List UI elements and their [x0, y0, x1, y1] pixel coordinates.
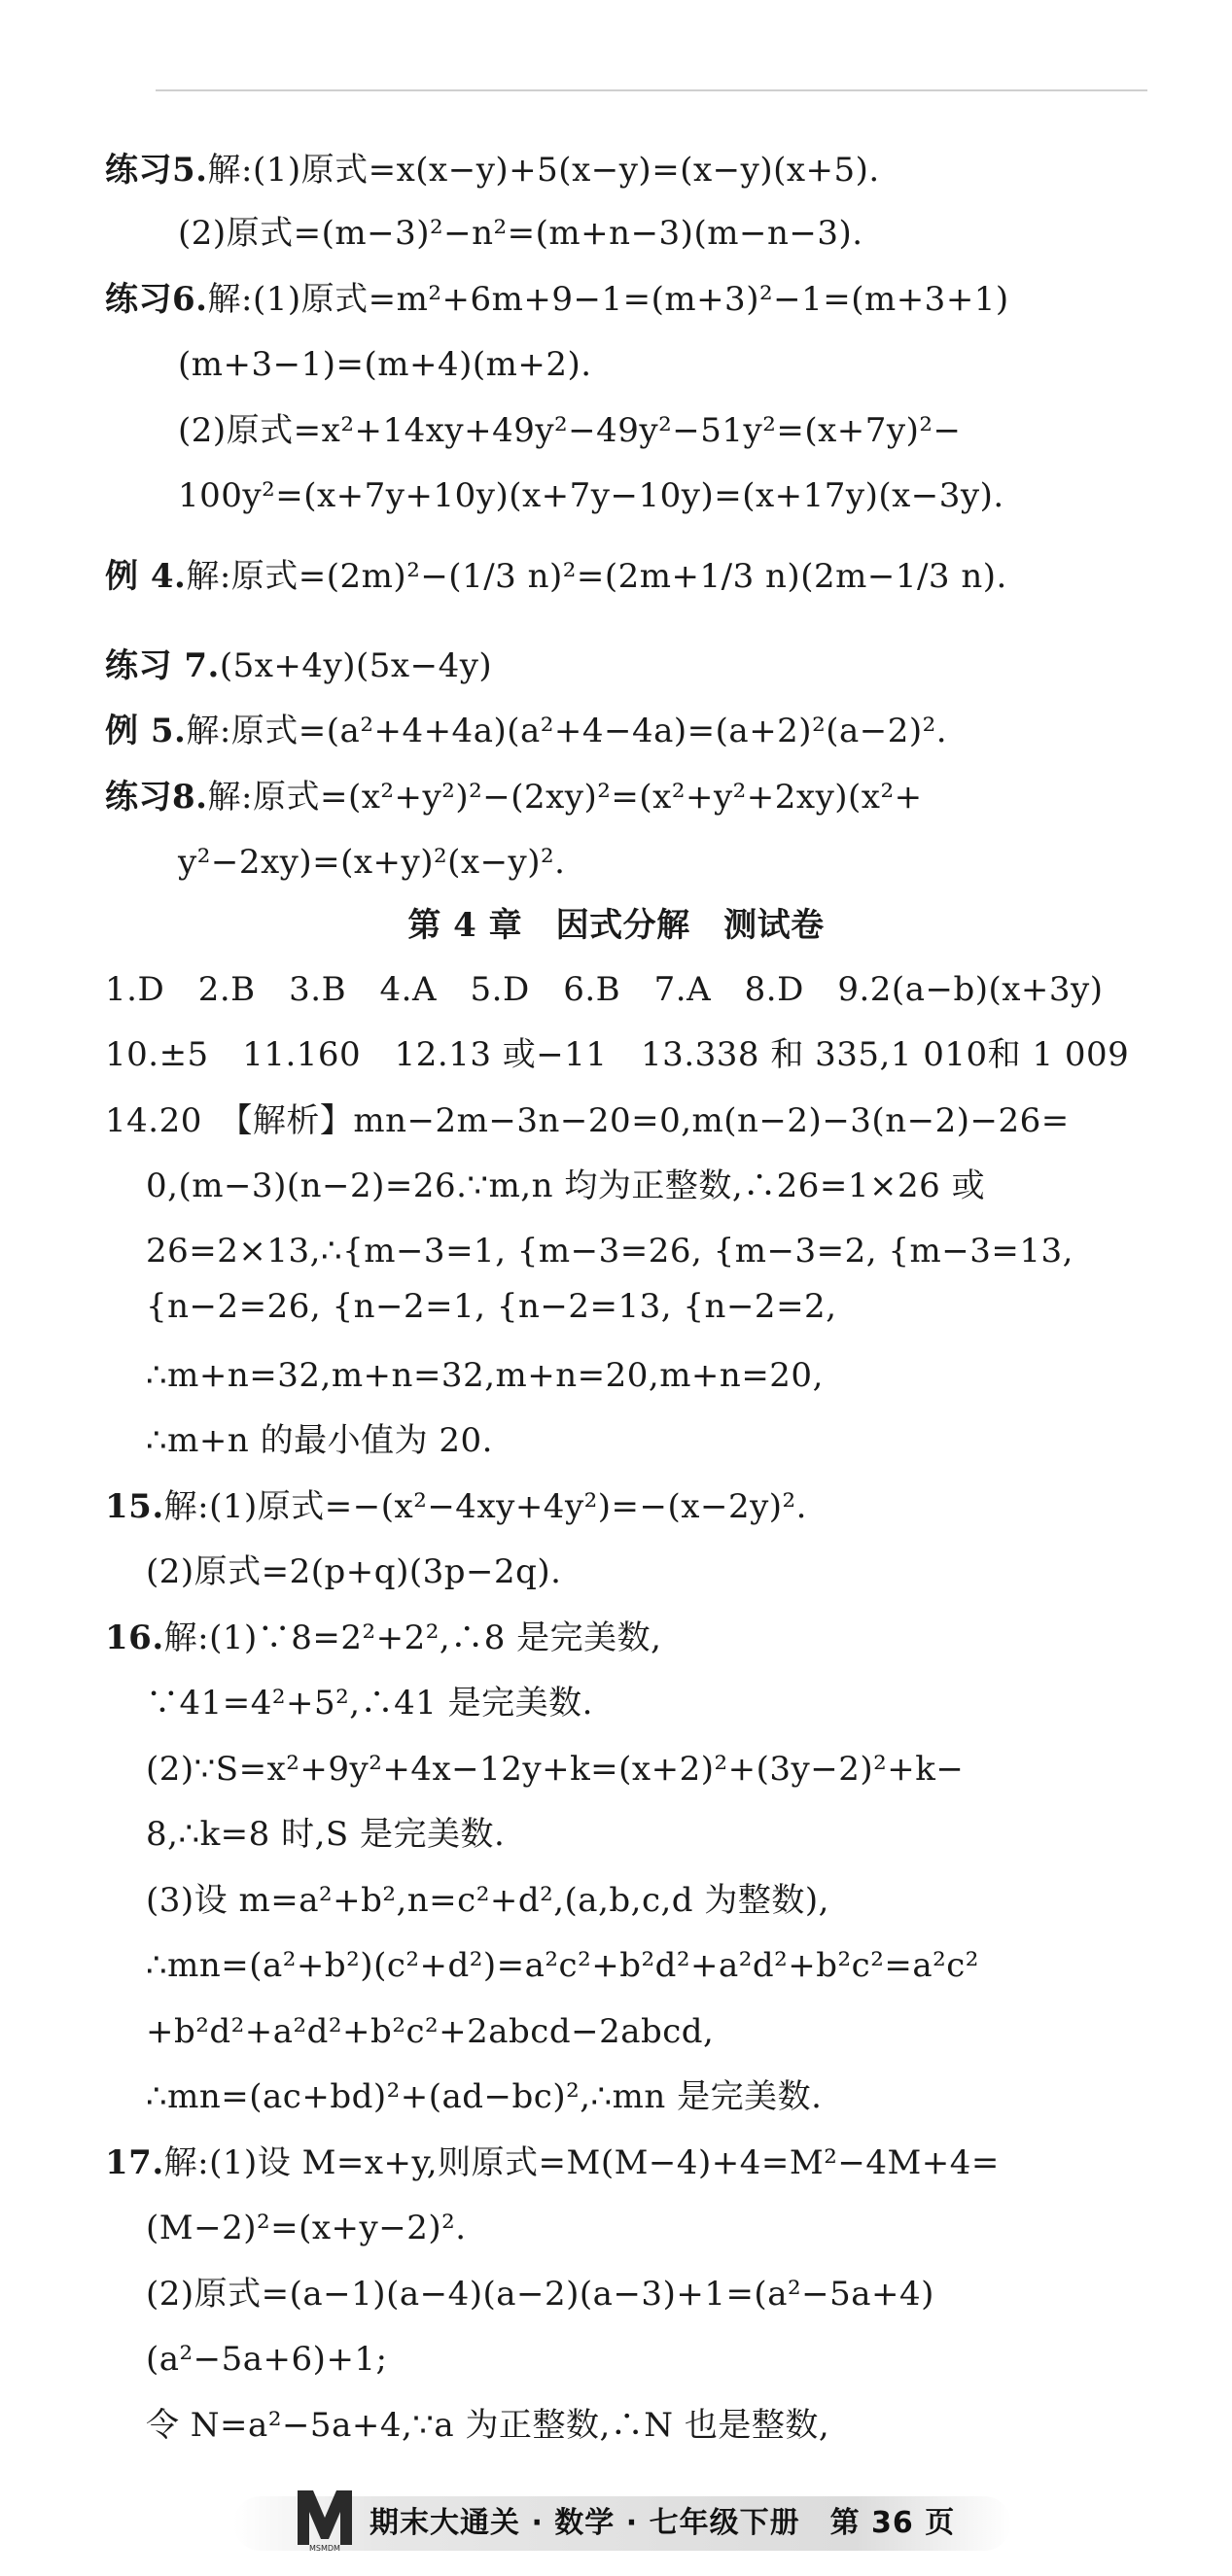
line-text: +b²d²+a²d²+b²c²+2abcd−2abcd, [146, 2012, 715, 2051]
text-line [0, 335, 1232, 394]
text-line [0, 1674, 1232, 1732]
line-text: ∴m+n=32,m+n=32,m+n=20,m+n=20, [146, 1356, 824, 1395]
text-line [0, 2265, 1232, 2323]
line-text: 26=2×13,∴{m−3=1, {m−3=26, {m−3=2, {m−3=13, [146, 1232, 1074, 1271]
text-line [0, 1157, 1232, 1215]
text-line [0, 2134, 1232, 2192]
text-line [0, 141, 1232, 199]
text-line [0, 1805, 1232, 1863]
text-line [0, 833, 1232, 891]
text-line [0, 1543, 1232, 1601]
line-text: (2)原式=2(p+q)(3p−2q). [146, 1552, 562, 1591]
line-text: 解:原式=(x²+y²)²−(2xy)²=(x²+y²+2xy)(x²+ [207, 778, 923, 817]
line-text: 解:(1)原式=m²+6m+9−1=(m+3)²−1=(m+3+1) [207, 280, 1009, 319]
line-text: 解:原式=(2m)²−(1/3 n)²=(2m+1/3 n)(2m−1/3 n). [186, 557, 1007, 596]
question-label: 练习5. [105, 151, 208, 190]
question-label: 练习 7. [105, 646, 220, 685]
text-line [0, 2199, 1232, 2257]
line-text: 100y²=(x+7y+10y)(x+7y−10y)=(x+17y)(x−3y). [178, 476, 1004, 515]
line-text: 8,∴k=8 时,S 是完美数. [146, 1815, 506, 1854]
line-text: (2)原式=(m−3)²−n²=(m+n−3)(m−n−3). [178, 214, 863, 253]
svg-text:MSMDM: MSMDM [309, 2544, 340, 2553]
text-line [0, 1026, 1232, 1084]
line-text: 第 4 章 因式分解 测试卷 [407, 906, 825, 945]
text-line [0, 270, 1232, 329]
text-line [0, 1277, 1232, 1336]
footer-page-info: 期末大通关 · 数学 · 七年级下册 第 36 页 [370, 2506, 956, 2540]
text-line [0, 1346, 1232, 1405]
text-line [0, 702, 1232, 760]
question-label: 17. [105, 2143, 164, 2182]
question-label: 练习8. [105, 778, 208, 817]
text-line [0, 1871, 1232, 1930]
question-label: 15. [105, 1487, 164, 1526]
line-text: (m+3−1)=(m+4)(m+2). [178, 345, 592, 384]
question-label: 例 5. [105, 712, 187, 750]
text-line [0, 2330, 1232, 2388]
top-divider [156, 89, 1147, 91]
text-line [0, 1936, 1232, 1995]
question-label: 16. [105, 1619, 164, 1657]
line-text: 解:原式=(a²+4+4a)(a²+4−4a)=(a+2)²(a−2)². [186, 712, 948, 750]
line-text: 解:(1)原式=−(x²−4xy+4y²)=−(x−2y)². [163, 1487, 807, 1526]
text-line [0, 401, 1232, 460]
question-label: 练习6. [105, 280, 208, 319]
line-text: ∴mn=(ac+bd)²+(ad−bc)²,∴mn 是完美数. [146, 2077, 823, 2116]
line-text: (a²−5a+6)+1; [146, 2340, 388, 2379]
question-label: 例 4. [105, 557, 187, 596]
text-line [0, 768, 1232, 826]
line-text: (2)原式=(a−1)(a−4)(a−2)(a−3)+1=(a²−5a+4) [146, 2275, 934, 2314]
text-line [0, 1222, 1232, 1280]
text-line [0, 2068, 1232, 2126]
line-text: 解:(1)∵8=2²+2²,∴8 是完美数, [163, 1619, 662, 1657]
publisher-logo-icon [292, 2481, 358, 2553]
text-line [0, 1740, 1232, 1798]
line-text: 0,(m−3)(n−2)=26.∵m,n 均为正整数,∴26=1×26 或 [146, 1166, 986, 1205]
line-text: (5x+4y)(5x−4y) [219, 646, 493, 685]
line-text: 解:(1)设 M=x+y,则原式=M(M−4)+4=M²−4M+4= [163, 2143, 1000, 2182]
line-text: ∴mn=(a²+b²)(c²+d²)=a²c²+b²d²+a²d²+b²c²=a²c² [146, 1946, 979, 1985]
text-line [0, 1092, 1232, 1150]
line-text: 14.20 【解析】mn−2m−3n−20=0,m(n−2)−3(n−2)−26= [105, 1101, 1070, 1140]
line-text: 令 N=a²−5a+4,∵a 为正整数,∴N 也是整数, [146, 2406, 830, 2445]
text-line [0, 960, 1232, 1019]
text-line [0, 1478, 1232, 1536]
line-text: 解:(1)原式=x(x−y)+5(x−y)=(x−y)(x+5). [207, 151, 880, 190]
text-line [0, 467, 1232, 525]
line-text: (M−2)²=(x+y−2)². [146, 2209, 467, 2247]
line-text: (3)设 m=a²+b²,n=c²+d²,(a,b,c,d 为整数), [146, 1881, 829, 1920]
text-line [0, 204, 1232, 262]
text-line [0, 1609, 1232, 1667]
text-line [0, 1411, 1232, 1470]
text-line [0, 896, 1232, 955]
line-text: ∴m+n 的最小值为 20. [146, 1421, 493, 1460]
line-text: 10.±5 11.160 12.13 或−11 13.338 和 335,1 010和 1 009 [105, 1035, 1130, 1074]
line-text: (2)∵S=x²+9y²+4x−12y+k=(x+2)²+(3y−2)²+k− [146, 1750, 965, 1789]
line-text: ∵41=4²+5²,∴41 是完美数. [146, 1684, 593, 1723]
line-text: y²−2xy)=(x+y)²(x−y)². [178, 843, 566, 882]
line-text: 1.D 2.B 3.B 4.A 5.D 6.B 7.A 8.D 9.2(a−b)(x+3y) [105, 970, 1104, 1009]
text-line [0, 547, 1232, 606]
text-line [0, 2002, 1232, 2061]
line-text: (2)原式=x²+14xy+49y²−49y²−51y²=(x+7y)²− [178, 411, 962, 450]
text-line [0, 2396, 1232, 2454]
text-line [0, 637, 1232, 695]
line-text: {n−2=26, {n−2=1, {n−2=13, {n−2=2, [146, 1287, 837, 1326]
